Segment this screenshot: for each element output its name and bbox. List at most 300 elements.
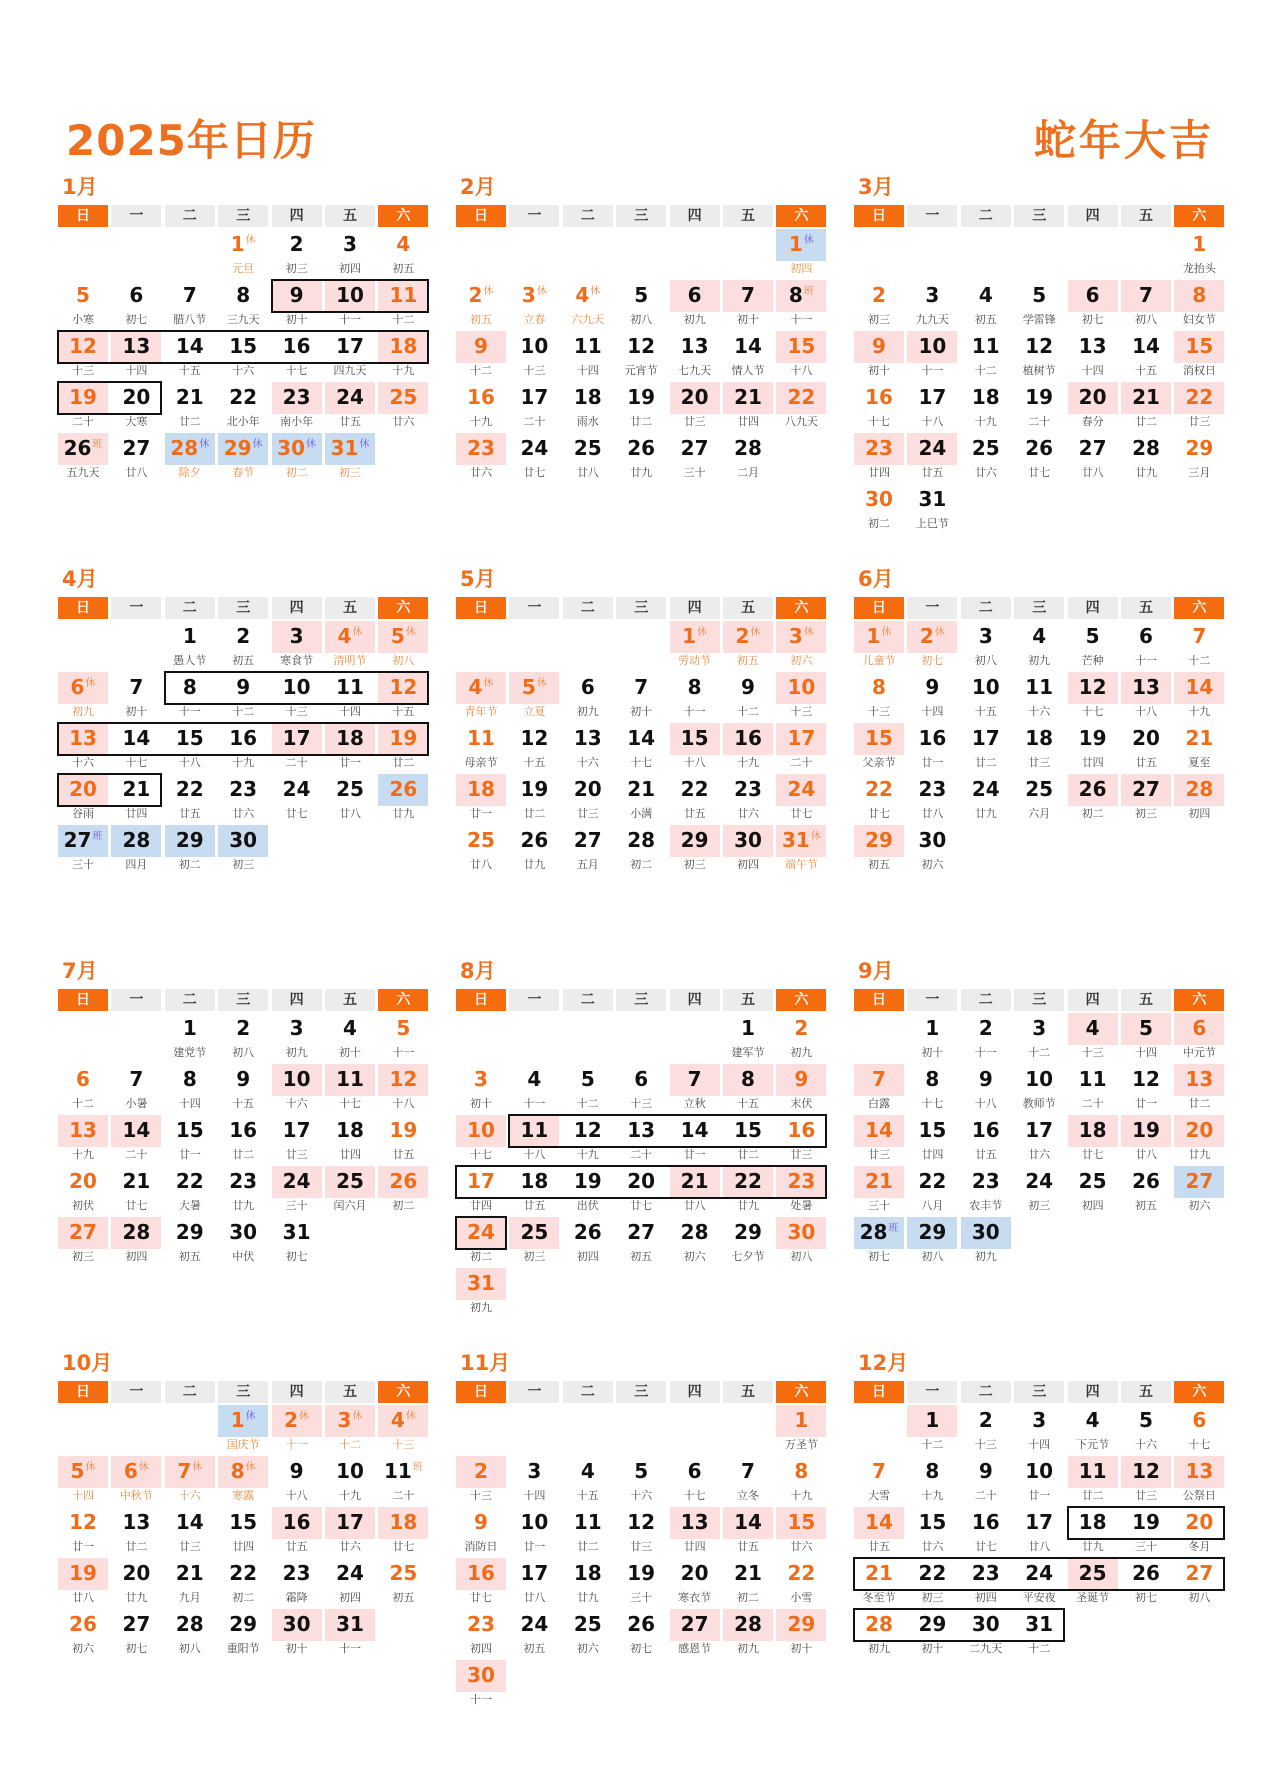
day-cell[interactable] xyxy=(218,1013,268,1045)
day-cell[interactable] xyxy=(1014,1405,1064,1437)
day-cell[interactable] xyxy=(509,331,559,363)
day-cell[interactable] xyxy=(723,1558,773,1590)
day-cell[interactable] xyxy=(854,1609,904,1641)
day-cell[interactable] xyxy=(907,672,957,704)
day-cell[interactable] xyxy=(854,1217,904,1249)
day-cell[interactable] xyxy=(325,229,375,261)
day-cell[interactable] xyxy=(776,280,826,312)
day-cell[interactable] xyxy=(1121,1064,1171,1096)
day-cell[interactable] xyxy=(1014,672,1064,704)
day-cell[interactable] xyxy=(616,774,666,806)
day-cell[interactable] xyxy=(1174,1013,1224,1045)
day-cell[interactable] xyxy=(776,672,826,704)
day-cell[interactable] xyxy=(218,382,268,414)
day-cell[interactable] xyxy=(509,1558,559,1590)
day-cell[interactable] xyxy=(111,1456,161,1488)
day-cell[interactable] xyxy=(58,1217,108,1249)
day-cell[interactable] xyxy=(272,723,322,755)
day-cell[interactable] xyxy=(961,774,1011,806)
day-cell[interactable] xyxy=(776,723,826,755)
day-cell[interactable] xyxy=(165,672,215,704)
day-cell[interactable] xyxy=(272,331,322,363)
day-cell[interactable] xyxy=(723,1064,773,1096)
day-cell[interactable] xyxy=(58,825,108,857)
day-cell[interactable] xyxy=(1121,1115,1171,1147)
day-cell[interactable] xyxy=(1014,1609,1064,1641)
day-cell[interactable] xyxy=(907,280,957,312)
day-cell[interactable] xyxy=(854,1115,904,1147)
day-cell[interactable] xyxy=(325,280,375,312)
day-cell[interactable] xyxy=(563,382,613,414)
day-cell[interactable] xyxy=(563,1456,613,1488)
day-cell[interactable] xyxy=(563,280,613,312)
day-cell[interactable] xyxy=(563,723,613,755)
day-cell[interactable] xyxy=(723,382,773,414)
day-cell[interactable] xyxy=(616,1456,666,1488)
day-cell[interactable] xyxy=(325,1456,375,1488)
day-cell[interactable] xyxy=(616,1507,666,1539)
day-cell[interactable] xyxy=(111,1064,161,1096)
day-cell[interactable] xyxy=(776,1609,826,1641)
day-cell[interactable] xyxy=(1014,621,1064,653)
day-cell[interactable] xyxy=(272,1456,322,1488)
day-cell[interactable] xyxy=(272,433,322,465)
day-cell[interactable] xyxy=(325,1115,375,1147)
day-cell[interactable] xyxy=(563,825,613,857)
day-cell[interactable] xyxy=(616,382,666,414)
day-cell[interactable] xyxy=(1174,672,1224,704)
day-cell[interactable] xyxy=(776,1064,826,1096)
day-cell[interactable] xyxy=(723,723,773,755)
day-cell[interactable] xyxy=(723,1609,773,1641)
day-cell[interactable] xyxy=(1014,1166,1064,1198)
day-cell[interactable] xyxy=(378,1405,428,1437)
day-cell[interactable] xyxy=(776,1115,826,1147)
day-cell[interactable] xyxy=(854,1064,904,1096)
day-cell[interactable] xyxy=(456,825,506,857)
day-cell[interactable] xyxy=(509,382,559,414)
day-cell[interactable] xyxy=(1068,723,1118,755)
day-cell[interactable] xyxy=(907,484,957,516)
day-cell[interactable] xyxy=(325,382,375,414)
day-cell[interactable] xyxy=(616,1609,666,1641)
day-cell[interactable] xyxy=(272,1115,322,1147)
day-cell[interactable] xyxy=(776,1507,826,1539)
day-cell[interactable] xyxy=(563,331,613,363)
day-cell[interactable] xyxy=(563,1217,613,1249)
day-cell[interactable] xyxy=(165,1609,215,1641)
day-cell[interactable] xyxy=(272,1558,322,1590)
day-cell[interactable] xyxy=(1068,1405,1118,1437)
day-cell[interactable] xyxy=(1014,331,1064,363)
day-cell[interactable] xyxy=(509,1064,559,1096)
day-cell[interactable] xyxy=(509,825,559,857)
day-cell[interactable] xyxy=(723,1217,773,1249)
day-cell[interactable] xyxy=(670,1064,720,1096)
day-cell[interactable] xyxy=(907,825,957,857)
day-cell[interactable] xyxy=(961,1609,1011,1641)
day-cell[interactable] xyxy=(961,382,1011,414)
day-cell[interactable] xyxy=(961,1456,1011,1488)
day-cell[interactable] xyxy=(378,621,428,653)
day-cell[interactable] xyxy=(616,1115,666,1147)
day-cell[interactable] xyxy=(563,433,613,465)
day-cell[interactable] xyxy=(111,672,161,704)
day-cell[interactable] xyxy=(907,1456,957,1488)
day-cell[interactable] xyxy=(961,723,1011,755)
day-cell[interactable] xyxy=(272,382,322,414)
day-cell[interactable] xyxy=(456,672,506,704)
day-cell[interactable] xyxy=(670,433,720,465)
day-cell[interactable] xyxy=(907,1609,957,1641)
day-cell[interactable] xyxy=(776,229,826,261)
day-cell[interactable] xyxy=(272,229,322,261)
day-cell[interactable] xyxy=(58,280,108,312)
day-cell[interactable] xyxy=(961,1405,1011,1437)
day-cell[interactable] xyxy=(111,774,161,806)
day-cell[interactable] xyxy=(272,280,322,312)
day-cell[interactable] xyxy=(325,621,375,653)
day-cell[interactable] xyxy=(1121,1405,1171,1437)
day-cell[interactable] xyxy=(509,1115,559,1147)
day-cell[interactable] xyxy=(165,382,215,414)
day-cell[interactable] xyxy=(961,1507,1011,1539)
day-cell[interactable] xyxy=(1068,621,1118,653)
day-cell[interactable] xyxy=(1174,723,1224,755)
day-cell[interactable] xyxy=(218,1064,268,1096)
day-cell[interactable] xyxy=(218,1507,268,1539)
day-cell[interactable] xyxy=(456,382,506,414)
day-cell[interactable] xyxy=(1121,433,1171,465)
day-cell[interactable] xyxy=(723,1456,773,1488)
day-cell[interactable] xyxy=(272,1405,322,1437)
day-cell[interactable] xyxy=(616,433,666,465)
day-cell[interactable] xyxy=(509,774,559,806)
day-cell[interactable] xyxy=(165,1558,215,1590)
day-cell[interactable] xyxy=(854,1558,904,1590)
day-cell[interactable] xyxy=(456,1064,506,1096)
day-cell[interactable] xyxy=(670,1558,720,1590)
day-cell[interactable] xyxy=(1014,433,1064,465)
day-cell[interactable] xyxy=(111,1217,161,1249)
day-cell[interactable] xyxy=(961,672,1011,704)
day-cell[interactable] xyxy=(1121,672,1171,704)
day-cell[interactable] xyxy=(961,331,1011,363)
day-cell[interactable] xyxy=(907,433,957,465)
day-cell[interactable] xyxy=(218,280,268,312)
day-cell[interactable] xyxy=(58,1609,108,1641)
day-cell[interactable] xyxy=(58,1166,108,1198)
day-cell[interactable] xyxy=(111,433,161,465)
day-cell[interactable] xyxy=(1174,331,1224,363)
day-cell[interactable] xyxy=(378,1064,428,1096)
day-cell[interactable] xyxy=(723,1115,773,1147)
day-cell[interactable] xyxy=(563,1609,613,1641)
day-cell[interactable] xyxy=(165,1013,215,1045)
day-cell[interactable] xyxy=(165,1507,215,1539)
day-cell[interactable] xyxy=(218,1166,268,1198)
day-cell[interactable] xyxy=(165,433,215,465)
day-cell[interactable] xyxy=(854,1456,904,1488)
day-cell[interactable] xyxy=(670,1115,720,1147)
day-cell[interactable] xyxy=(1014,1064,1064,1096)
day-cell[interactable] xyxy=(616,1166,666,1198)
day-cell[interactable] xyxy=(218,672,268,704)
day-cell[interactable] xyxy=(1068,1064,1118,1096)
day-cell[interactable] xyxy=(907,1013,957,1045)
day-cell[interactable] xyxy=(272,672,322,704)
day-cell[interactable] xyxy=(854,484,904,516)
day-cell[interactable] xyxy=(509,433,559,465)
day-cell[interactable] xyxy=(272,774,322,806)
day-cell[interactable] xyxy=(723,672,773,704)
day-cell[interactable] xyxy=(961,1064,1011,1096)
day-cell[interactable] xyxy=(165,1456,215,1488)
day-cell[interactable] xyxy=(378,1507,428,1539)
day-cell[interactable] xyxy=(218,1609,268,1641)
day-cell[interactable] xyxy=(723,621,773,653)
day-cell[interactable] xyxy=(563,1166,613,1198)
day-cell[interactable] xyxy=(111,1609,161,1641)
day-cell[interactable] xyxy=(1174,433,1224,465)
day-cell[interactable] xyxy=(325,774,375,806)
day-cell[interactable] xyxy=(378,723,428,755)
day-cell[interactable] xyxy=(1014,1115,1064,1147)
day-cell[interactable] xyxy=(456,1558,506,1590)
day-cell[interactable] xyxy=(670,621,720,653)
day-cell[interactable] xyxy=(854,331,904,363)
day-cell[interactable] xyxy=(58,331,108,363)
day-cell[interactable] xyxy=(776,1217,826,1249)
day-cell[interactable] xyxy=(616,1558,666,1590)
day-cell[interactable] xyxy=(961,1013,1011,1045)
day-cell[interactable] xyxy=(272,1166,322,1198)
day-cell[interactable] xyxy=(723,774,773,806)
day-cell[interactable] xyxy=(723,1013,773,1045)
day-cell[interactable] xyxy=(670,1609,720,1641)
day-cell[interactable] xyxy=(165,1064,215,1096)
day-cell[interactable] xyxy=(1068,1558,1118,1590)
day-cell[interactable] xyxy=(165,1217,215,1249)
day-cell[interactable] xyxy=(325,672,375,704)
day-cell[interactable] xyxy=(1174,1064,1224,1096)
day-cell[interactable] xyxy=(907,382,957,414)
day-cell[interactable] xyxy=(325,1405,375,1437)
day-cell[interactable] xyxy=(907,1064,957,1096)
day-cell[interactable] xyxy=(456,1115,506,1147)
day-cell[interactable] xyxy=(456,280,506,312)
day-cell[interactable] xyxy=(1121,1558,1171,1590)
day-cell[interactable] xyxy=(1174,1115,1224,1147)
day-cell[interactable] xyxy=(165,1115,215,1147)
day-cell[interactable] xyxy=(1068,1507,1118,1539)
day-cell[interactable] xyxy=(1121,382,1171,414)
day-cell[interactable] xyxy=(1174,621,1224,653)
day-cell[interactable] xyxy=(1121,1456,1171,1488)
day-cell[interactable] xyxy=(670,774,720,806)
day-cell[interactable] xyxy=(509,1456,559,1488)
day-cell[interactable] xyxy=(670,1507,720,1539)
day-cell[interactable] xyxy=(1174,1507,1224,1539)
day-cell[interactable] xyxy=(1174,382,1224,414)
day-cell[interactable] xyxy=(272,1064,322,1096)
day-cell[interactable] xyxy=(272,1217,322,1249)
day-cell[interactable] xyxy=(165,621,215,653)
day-cell[interactable] xyxy=(378,672,428,704)
day-cell[interactable] xyxy=(563,1558,613,1590)
day-cell[interactable] xyxy=(456,1166,506,1198)
day-cell[interactable] xyxy=(272,1013,322,1045)
day-cell[interactable] xyxy=(563,774,613,806)
day-cell[interactable] xyxy=(854,672,904,704)
day-cell[interactable] xyxy=(1121,621,1171,653)
day-cell[interactable] xyxy=(58,1456,108,1488)
day-cell[interactable] xyxy=(670,672,720,704)
day-cell[interactable] xyxy=(111,280,161,312)
day-cell[interactable] xyxy=(670,382,720,414)
day-cell[interactable] xyxy=(616,825,666,857)
day-cell[interactable] xyxy=(907,1166,957,1198)
day-cell[interactable] xyxy=(616,672,666,704)
day-cell[interactable] xyxy=(456,774,506,806)
day-cell[interactable] xyxy=(218,723,268,755)
day-cell[interactable] xyxy=(907,1115,957,1147)
day-cell[interactable] xyxy=(1174,229,1224,261)
day-cell[interactable] xyxy=(563,1115,613,1147)
day-cell[interactable] xyxy=(1068,1115,1118,1147)
day-cell[interactable] xyxy=(111,1166,161,1198)
day-cell[interactable] xyxy=(378,1115,428,1147)
day-cell[interactable] xyxy=(1014,723,1064,755)
day-cell[interactable] xyxy=(776,1405,826,1437)
day-cell[interactable] xyxy=(1014,382,1064,414)
day-cell[interactable] xyxy=(670,1217,720,1249)
day-cell[interactable] xyxy=(616,1064,666,1096)
day-cell[interactable] xyxy=(165,1166,215,1198)
day-cell[interactable] xyxy=(325,723,375,755)
day-cell[interactable] xyxy=(670,1166,720,1198)
day-cell[interactable] xyxy=(378,774,428,806)
day-cell[interactable] xyxy=(776,382,826,414)
day-cell[interactable] xyxy=(218,433,268,465)
day-cell[interactable] xyxy=(325,1507,375,1539)
day-cell[interactable] xyxy=(378,280,428,312)
day-cell[interactable] xyxy=(854,723,904,755)
day-cell[interactable] xyxy=(907,621,957,653)
day-cell[interactable] xyxy=(456,1609,506,1641)
day-cell[interactable] xyxy=(111,1115,161,1147)
day-cell[interactable] xyxy=(1068,1013,1118,1045)
day-cell[interactable] xyxy=(854,433,904,465)
day-cell[interactable] xyxy=(218,1405,268,1437)
day-cell[interactable] xyxy=(58,1558,108,1590)
day-cell[interactable] xyxy=(509,280,559,312)
day-cell[interactable] xyxy=(854,1166,904,1198)
day-cell[interactable] xyxy=(1121,774,1171,806)
day-cell[interactable] xyxy=(616,331,666,363)
day-cell[interactable] xyxy=(509,1507,559,1539)
day-cell[interactable] xyxy=(378,331,428,363)
day-cell[interactable] xyxy=(1068,1456,1118,1488)
day-cell[interactable] xyxy=(1068,382,1118,414)
day-cell[interactable] xyxy=(509,1166,559,1198)
day-cell[interactable] xyxy=(961,433,1011,465)
day-cell[interactable] xyxy=(854,280,904,312)
day-cell[interactable] xyxy=(1174,774,1224,806)
day-cell[interactable] xyxy=(1014,1456,1064,1488)
day-cell[interactable] xyxy=(272,1609,322,1641)
day-cell[interactable] xyxy=(165,825,215,857)
day-cell[interactable] xyxy=(58,1064,108,1096)
day-cell[interactable] xyxy=(854,621,904,653)
day-cell[interactable] xyxy=(456,1507,506,1539)
day-cell[interactable] xyxy=(776,621,826,653)
day-cell[interactable] xyxy=(111,1507,161,1539)
day-cell[interactable] xyxy=(1121,723,1171,755)
day-cell[interactable] xyxy=(563,1507,613,1539)
day-cell[interactable] xyxy=(456,1268,506,1300)
day-cell[interactable] xyxy=(616,280,666,312)
day-cell[interactable] xyxy=(111,1558,161,1590)
day-cell[interactable] xyxy=(670,331,720,363)
day-cell[interactable] xyxy=(670,280,720,312)
day-cell[interactable] xyxy=(325,331,375,363)
day-cell[interactable] xyxy=(776,1013,826,1045)
day-cell[interactable] xyxy=(776,825,826,857)
day-cell[interactable] xyxy=(165,723,215,755)
day-cell[interactable] xyxy=(1174,1405,1224,1437)
day-cell[interactable] xyxy=(218,1558,268,1590)
day-cell[interactable] xyxy=(1014,1013,1064,1045)
day-cell[interactable] xyxy=(1121,1013,1171,1045)
day-cell[interactable] xyxy=(1014,1558,1064,1590)
day-cell[interactable] xyxy=(218,1217,268,1249)
day-cell[interactable] xyxy=(325,1064,375,1096)
day-cell[interactable] xyxy=(58,382,108,414)
day-cell[interactable] xyxy=(961,1166,1011,1198)
day-cell[interactable] xyxy=(272,621,322,653)
day-cell[interactable] xyxy=(165,331,215,363)
day-cell[interactable] xyxy=(670,825,720,857)
day-cell[interactable] xyxy=(325,1558,375,1590)
day-cell[interactable] xyxy=(563,1064,613,1096)
day-cell[interactable] xyxy=(509,672,559,704)
day-cell[interactable] xyxy=(58,1115,108,1147)
day-cell[interactable] xyxy=(723,331,773,363)
day-cell[interactable] xyxy=(961,280,1011,312)
day-cell[interactable] xyxy=(1174,280,1224,312)
day-cell[interactable] xyxy=(616,1217,666,1249)
day-cell[interactable] xyxy=(456,331,506,363)
day-cell[interactable] xyxy=(1014,774,1064,806)
day-cell[interactable] xyxy=(1068,331,1118,363)
day-cell[interactable] xyxy=(723,1507,773,1539)
day-cell[interactable] xyxy=(218,229,268,261)
day-cell[interactable] xyxy=(776,1456,826,1488)
day-cell[interactable] xyxy=(111,825,161,857)
day-cell[interactable] xyxy=(616,723,666,755)
day-cell[interactable] xyxy=(218,331,268,363)
day-cell[interactable] xyxy=(509,1609,559,1641)
day-cell[interactable] xyxy=(1068,433,1118,465)
day-cell[interactable] xyxy=(58,1507,108,1539)
day-cell[interactable] xyxy=(670,1456,720,1488)
day-cell[interactable] xyxy=(670,723,720,755)
day-cell[interactable] xyxy=(509,1217,559,1249)
day-cell[interactable] xyxy=(218,1115,268,1147)
day-cell[interactable] xyxy=(1014,1507,1064,1539)
day-cell[interactable] xyxy=(1174,1558,1224,1590)
